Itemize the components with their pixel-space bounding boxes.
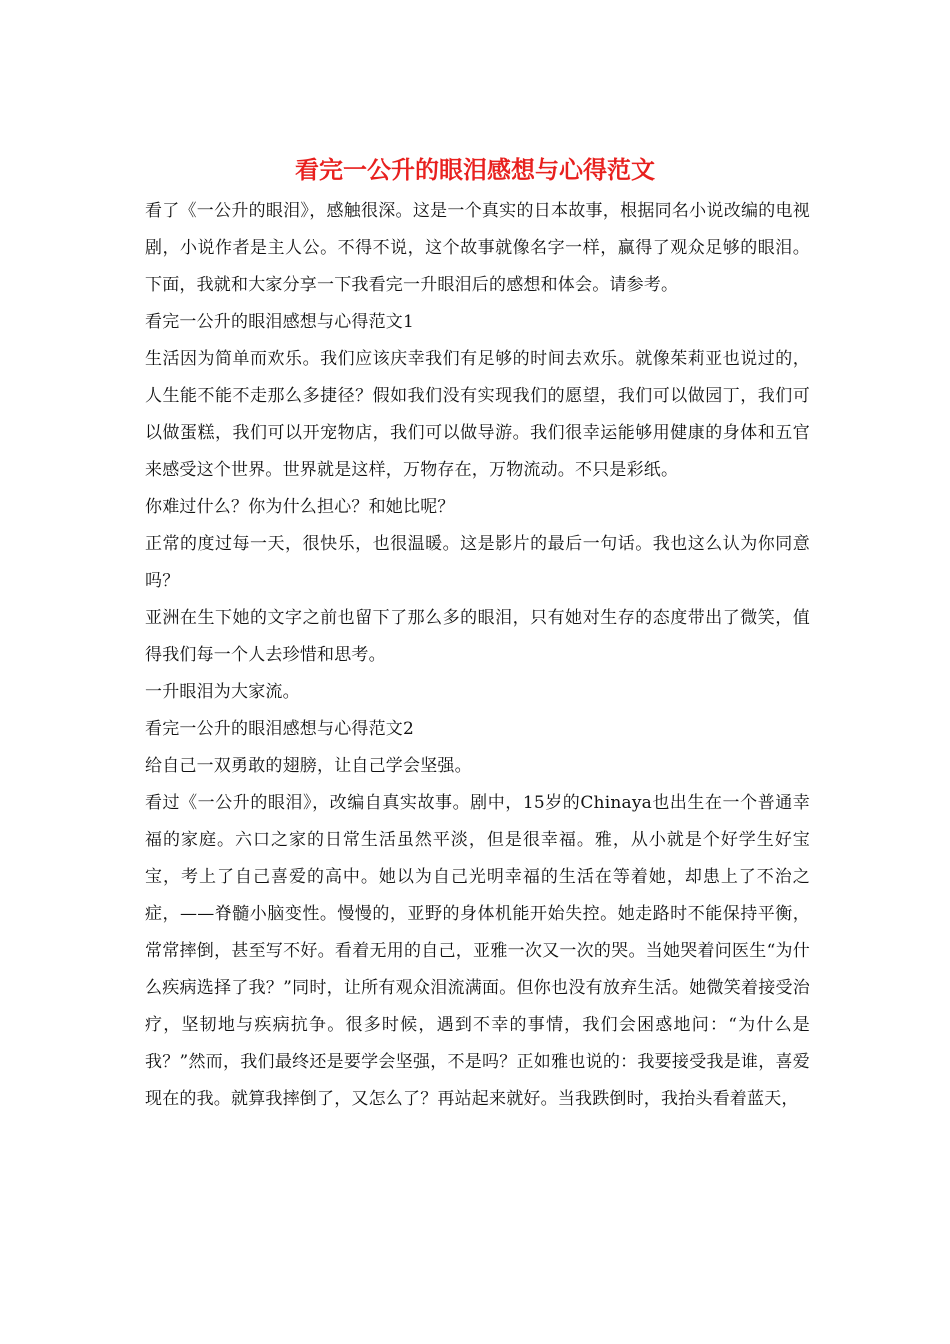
- paragraph: 正常的度过每一天，很快乐，也很温暖。这是影片的最后一句话。我也这么认为你同意吗？: [145, 534, 810, 591]
- paragraph: 给自己一双勇敢的翅膀，让自己学会坚强。: [145, 756, 472, 776]
- document-title: 看完一公升的眼泪感想与心得范文: [295, 155, 655, 184]
- paragraph: 生活因为简单而欢乐。我们应该庆幸我们有足够的时间去欢乐。就像茱莉亚也说过的，人生能不能不走那么多捷径？假如我们没有实现我们的愿望，我们可以做园丁，我们可以做蛋糕，我们可以开宠物店，我们可以做导游。我们很幸运能够用健康的身体和五官来感受这个世界。世界就是这样，万物存在，万物流动。不只是彩纸。: [145, 349, 810, 480]
- section-heading-1: 看完一公升的眼泪感想与心得范文1: [145, 312, 415, 332]
- intro-paragraph: 看了《一公升的眼泪》，感触很深。这是一个真实的日本故事，根据同名小说改编的电视剧，小说作者是主人公。不得不说，这个故事就像名字一样，赢得了观众足够的眼泪。下面，我就和大家分享一下我看完一升眼泪后的感想和体会。请参考。: [145, 201, 810, 295]
- paragraph: 看过《一公升的眼泪》，改编自真实故事。剧中，15岁的Chinaya也出生在一个普通幸福的家庭。六口之家的日常生活虽然平淡，但是很幸福。雅，从小就是个好学生好宝宝，考上了自己喜爱的高中。她以为自己光明幸福的生活在等着她，却患上了不治之症，——脊髓小脑变性。慢慢的，亚野的身体机能开始失控。她走路时不能保持平衡，常常摔倒，甚至写不好。看着无用的自己，亚雅一次又一次的哭。当她哭着问医生“为什么疾病选择了我？”同时，让所有观众泪流满面。但你也没有放弃生活。她微笑着接受治疗，坚韧地与疾病抗争。很多时候，遇到不幸的事情，我们会困惑地问：“为什么是我？”然而，我们最终还是要学会坚强，不是吗？正如雅也说的：我要接受我是谁，喜爱现在的我。就算我摔倒了，又怎么了？再站起来就好。当我跌倒时，我抬头看着蓝天，: [145, 793, 810, 1109]
- section-heading-2: 看完一公升的眼泪感想与心得范文2: [145, 719, 415, 739]
- document-body: [145, 193, 810, 1118]
- paragraph: 一升眼泪为大家流。: [145, 682, 300, 702]
- paragraph: 你难过什么？你为什么担心？和她比呢？: [145, 497, 455, 517]
- paragraph: 亚洲在生下她的文字之前也留下了那么多的眼泪，只有她对生存的态度带出了微笑，值得我们每一个人去珍惜和思考。: [145, 608, 810, 665]
